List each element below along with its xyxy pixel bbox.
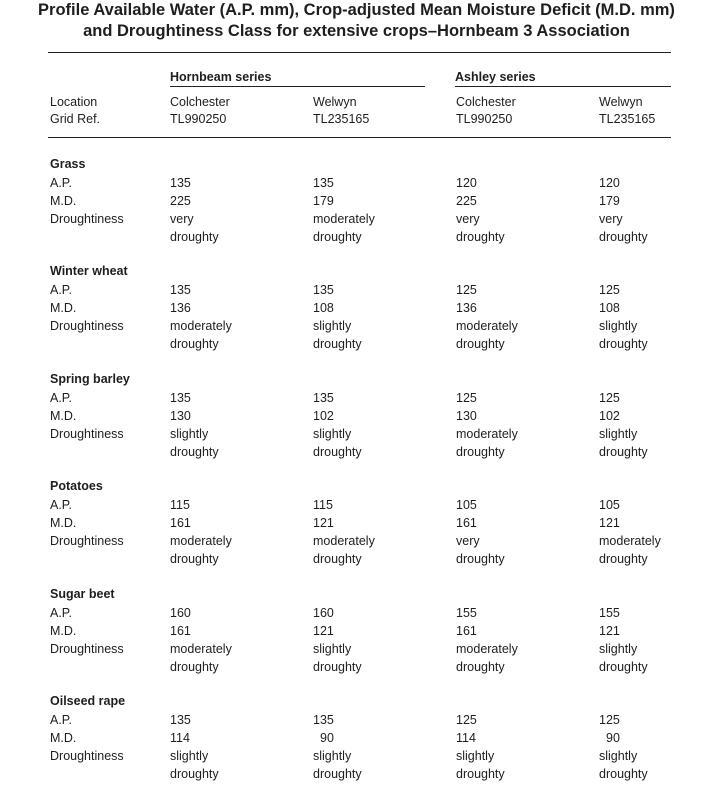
table-cell-ap: 125	[599, 391, 620, 405]
table-cell-dr1: moderately	[456, 319, 518, 333]
table-cell-dr2: droughty	[313, 337, 362, 351]
table-cell-dr2: droughty	[170, 552, 219, 566]
table-cell-ap: 155	[456, 606, 477, 620]
table-cell-dr2: droughty	[313, 767, 362, 781]
row-label-droughtiness: Droughtiness	[50, 534, 124, 548]
table-cell-md: 121	[313, 624, 334, 638]
table-cell-ap: 125	[456, 713, 477, 727]
crop-name: Winter wheat	[50, 264, 128, 278]
table-cell-dr1: slightly	[599, 749, 638, 763]
table-cell-md: 114	[170, 731, 190, 745]
row-label-droughtiness: Droughtiness	[50, 212, 124, 226]
gridref-col-4: TL235165	[599, 112, 656, 126]
crop-name: Oilseed rape	[50, 694, 126, 708]
table-cell-dr1: slightly	[170, 427, 209, 441]
top-rule	[48, 52, 671, 53]
table-cell-ap: 135	[313, 283, 334, 297]
table-cell-ap: 125	[599, 713, 620, 727]
table-cell-ap: 120	[456, 176, 477, 190]
gridref-col-3: TL990250	[456, 112, 513, 126]
table-cell-ap: 125	[456, 391, 477, 405]
table-cell-ap: 135	[313, 713, 334, 727]
table-cell-dr1: slightly	[313, 642, 352, 656]
table-cell-md: 90	[606, 731, 620, 745]
row-label-md: M.D.	[50, 624, 77, 638]
table-cell-dr2: droughty	[456, 445, 505, 459]
table-cell-md: 161	[170, 516, 191, 530]
table-cell-dr1: moderately	[170, 319, 232, 333]
table-cell-dr2: droughty	[456, 552, 505, 566]
table-cell-ap: 120	[599, 176, 620, 190]
table-title-line-2: and Droughtiness Class for extensive crops–Hornbeam 3 Association	[83, 22, 630, 40]
row-label-ap: A.P.	[50, 391, 73, 405]
table-cell-md: 114	[456, 731, 476, 745]
table-cell-md: 102	[313, 409, 334, 423]
table-cell-dr1: slightly	[170, 749, 209, 763]
row-label-droughtiness: Droughtiness	[50, 319, 124, 333]
header-rule	[48, 137, 671, 138]
row-label-md: M.D.	[50, 516, 77, 530]
table-cell-dr1: moderately	[599, 534, 661, 548]
table-cell-dr1: slightly	[599, 427, 638, 441]
ashley-series-rule	[455, 86, 671, 87]
table-cell-ap: 105	[456, 498, 477, 512]
table-cell-md: 136	[456, 301, 477, 315]
table-cell-md: 130	[456, 409, 477, 423]
row-label-droughtiness: Droughtiness	[50, 427, 124, 441]
row-label-ap: A.P.	[50, 498, 73, 512]
table-cell-dr2: droughty	[313, 445, 362, 459]
row-label-ap: A.P.	[50, 283, 73, 297]
table-cell-md: 161	[456, 624, 477, 638]
crop-name: Grass	[50, 157, 86, 171]
table-cell-md: 179	[599, 194, 620, 208]
gridref-label: Grid Ref.	[50, 112, 101, 126]
row-label-md: M.D.	[50, 194, 77, 208]
table-cell-dr1: moderately	[170, 642, 232, 656]
crop-name: Spring barley	[50, 372, 130, 386]
table-cell-dr2: droughty	[456, 230, 505, 244]
table-cell-dr2: droughty	[313, 552, 362, 566]
table-cell-ap: 160	[170, 606, 191, 620]
location-col-3: Colchester	[456, 95, 516, 109]
table-cell-md: 108	[313, 301, 334, 315]
ashley-series-heading: Ashley series	[455, 70, 536, 84]
table-cell-dr1: moderately	[313, 212, 375, 226]
table-cell-ap: 115	[170, 498, 190, 512]
table-cell-ap: 115	[313, 498, 333, 512]
table-cell-dr2: droughty	[599, 660, 648, 674]
table-cell-md: 121	[313, 516, 334, 530]
table-cell-dr2: droughty	[170, 660, 219, 674]
table-cell-ap: 135	[170, 283, 191, 297]
table-cell-dr2: droughty	[170, 767, 219, 781]
table-cell-dr1: moderately	[170, 534, 232, 548]
table-cell-dr1: slightly	[599, 642, 638, 656]
row-label-md: M.D.	[50, 409, 77, 423]
gridref-col-2: TL235165	[313, 112, 370, 126]
table-cell-ap: 135	[170, 176, 191, 190]
table-title-line-1: Profile Available Water (A.P. mm), Crop-adjusted Mean Moisture Deficit (M.D. mm)	[38, 1, 675, 19]
table-cell-md: 121	[599, 624, 620, 638]
table-cell-md: 121	[599, 516, 620, 530]
table-cell-ap: 125	[599, 283, 620, 297]
table-cell-ap: 105	[599, 498, 620, 512]
table-cell-dr2: droughty	[599, 767, 648, 781]
table-cell-ap: 160	[313, 606, 334, 620]
row-label-md: M.D.	[50, 301, 77, 315]
table-cell-dr1: slightly	[599, 319, 638, 333]
location-col-4: Welwyn	[599, 95, 643, 109]
row-label-ap: A.P.	[50, 176, 73, 190]
table-cell-dr2: droughty	[599, 552, 648, 566]
table-cell-dr2: droughty	[170, 445, 219, 459]
table-cell-dr1: slightly	[313, 427, 352, 441]
table-cell-md: 90	[320, 731, 334, 745]
row-label-ap: A.P.	[50, 713, 73, 727]
table-cell-md: 161	[456, 516, 477, 530]
table-cell-ap: 155	[599, 606, 620, 620]
table-cell-md: 225	[456, 194, 477, 208]
table-cell-ap: 135	[170, 713, 191, 727]
location-col-1: Colchester	[170, 95, 230, 109]
row-label-md: M.D.	[50, 731, 77, 745]
table-cell-dr2: droughty	[599, 230, 648, 244]
hornbeam-series-heading: Hornbeam series	[170, 70, 272, 84]
table-cell-md: 225	[170, 194, 191, 208]
table-cell-dr2: droughty	[456, 767, 505, 781]
table-cell-md: 136	[170, 301, 191, 315]
table-cell-dr1: very	[170, 212, 194, 226]
location-col-2: Welwyn	[313, 95, 357, 109]
table-cell-dr2: droughty	[313, 660, 362, 674]
table-cell-dr1: moderately	[456, 642, 518, 656]
table-cell-dr1: very	[456, 212, 480, 226]
table-cell-ap: 135	[313, 391, 334, 405]
table-cell-dr1: very	[456, 534, 480, 548]
table-cell-md: 179	[313, 194, 334, 208]
table-cell-dr2: droughty	[170, 230, 219, 244]
crop-name: Sugar beet	[50, 587, 115, 601]
table-cell-dr2: droughty	[456, 337, 505, 351]
table-cell-dr2: droughty	[599, 337, 648, 351]
table-cell-dr1: slightly	[456, 749, 495, 763]
table-cell-ap: 125	[456, 283, 477, 297]
table-cell-dr2: droughty	[456, 660, 505, 674]
location-label: Location	[50, 95, 98, 109]
table-cell-dr1: moderately	[456, 427, 518, 441]
table-cell-md: 102	[599, 409, 620, 423]
table-cell-md: 130	[170, 409, 191, 423]
table-cell-md: 161	[170, 624, 191, 638]
table-cell-dr2: droughty	[170, 337, 219, 351]
table-cell-md: 108	[599, 301, 620, 315]
table-cell-dr1: moderately	[313, 534, 375, 548]
table-cell-dr1: slightly	[313, 319, 352, 333]
row-label-droughtiness: Droughtiness	[50, 642, 124, 656]
table-cell-dr1: very	[599, 212, 623, 226]
table-cell-dr2: droughty	[599, 445, 648, 459]
row-label-ap: A.P.	[50, 606, 73, 620]
gridref-col-1: TL990250	[170, 112, 227, 126]
table-cell-dr2: droughty	[313, 230, 362, 244]
table-cell-dr1: slightly	[313, 749, 352, 763]
hornbeam-series-rule	[170, 86, 425, 87]
table-cell-ap: 135	[313, 176, 334, 190]
row-label-droughtiness: Droughtiness	[50, 749, 124, 763]
crop-name: Potatoes	[50, 479, 103, 493]
table-cell-ap: 135	[170, 391, 191, 405]
